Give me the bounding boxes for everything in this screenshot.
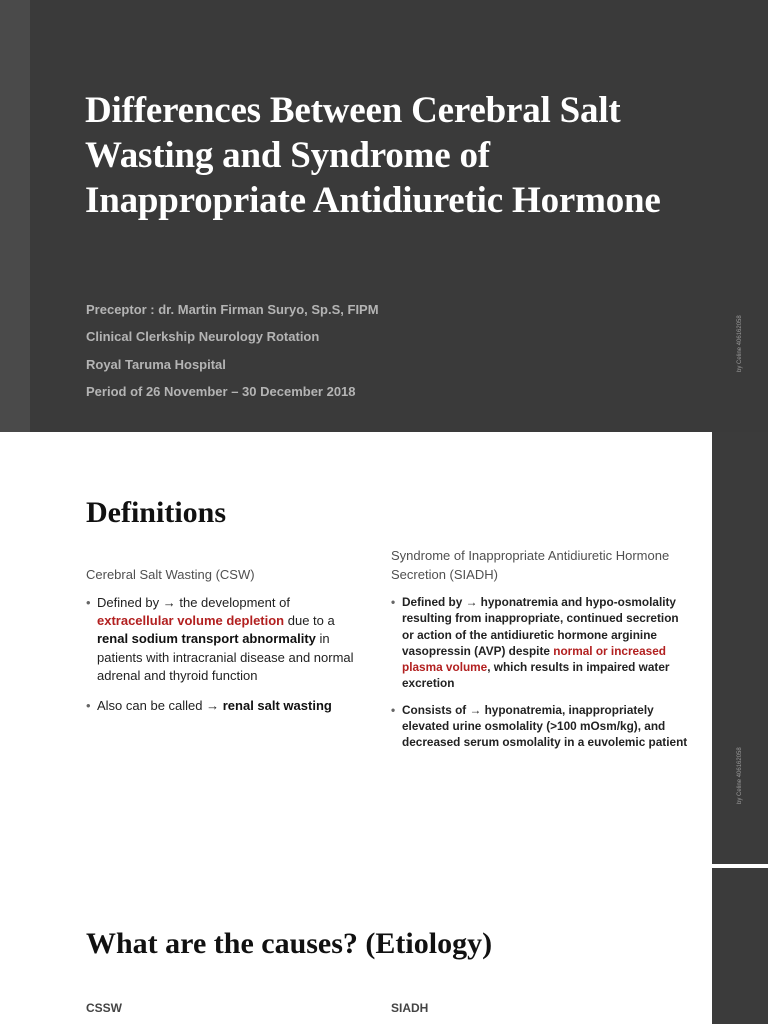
author-watermark: by Celine 406162058 — [737, 315, 743, 372]
presentation-meta — [86, 300, 646, 409]
siadh-column-header: SIADH — [391, 1001, 429, 1015]
highlight-text: extracellular volume depletion — [97, 613, 285, 629]
text-span: due to a — [284, 613, 335, 629]
text-span: the development of — [175, 595, 290, 610]
slide-heading: What are the causes? (Etiology) — [86, 927, 493, 960]
arrow-icon: → — [162, 595, 176, 610]
highlight-text: normal or increased plasma volume — [402, 643, 667, 675]
list-item — [86, 594, 366, 685]
presentation-title: Differences Between Cerebral Salt Wasting and Syndrome of Inappropriate Antidiuretic Hormone — [85, 90, 661, 221]
text-span: , which results in impaired water excretion — [402, 660, 670, 691]
siadh-column-header: Syndrome of Inappropriate Antidiuretic Hormone Secretion (SIADH) — [391, 548, 670, 582]
preceptor-line: Preceptor : dr. Martin Firman Suryo, Sp.S, FIPM — [86, 302, 379, 317]
hospital-line: Royal Taruma Hospital — [86, 356, 226, 372]
list-item — [391, 702, 691, 751]
slide-accent-bar — [712, 868, 768, 1024]
etiology-slide — [0, 864, 768, 1024]
text-span: Also can be called — [97, 698, 207, 714]
list-item — [391, 594, 691, 692]
author-watermark: by Celine 406162058 — [737, 747, 743, 804]
arrow-icon: → — [206, 698, 220, 714]
emphasis-text: renal salt wasting — [219, 698, 332, 714]
cssw-column-header: CSSW — [86, 1001, 122, 1015]
rotation-line: Clinical Clerkship Neurology Rotation — [86, 329, 320, 345]
csw-column — [86, 565, 366, 727]
title-slide — [0, 0, 768, 432]
definitions-slide — [0, 432, 768, 864]
period-line: Period of 26 November – 30 December 2018 — [86, 383, 356, 399]
csw-bullet-list — [86, 594, 366, 715]
slide-heading: Definitions — [86, 496, 227, 529]
text-span: Defined by → hyponatremia and hypo-osmolality resulting from inappropriate, continued secretion or action of the antidiuretic hormone arginine vasopressin (AVP) despite — [402, 595, 679, 658]
text-span: Defined by — [97, 595, 163, 610]
emphasis-text: renal sodium transport abnormality — [97, 631, 316, 647]
siadh-column — [391, 546, 691, 761]
csw-column-header: Cerebral Salt Wasting (CSW) — [86, 567, 255, 582]
text-span: Consists of → hyponatremia, inappropriately elevated urine osmolality (>100 mOsm/kg), and decreased serum osmolality in a euvolemic patient — [402, 702, 688, 750]
slide-accent-bar — [0, 0, 30, 432]
list-item — [86, 697, 366, 715]
siadh-bullet-list — [391, 594, 691, 751]
text-span: in patients with intracranial disease and normal adrenal and thyroid function — [97, 631, 354, 683]
